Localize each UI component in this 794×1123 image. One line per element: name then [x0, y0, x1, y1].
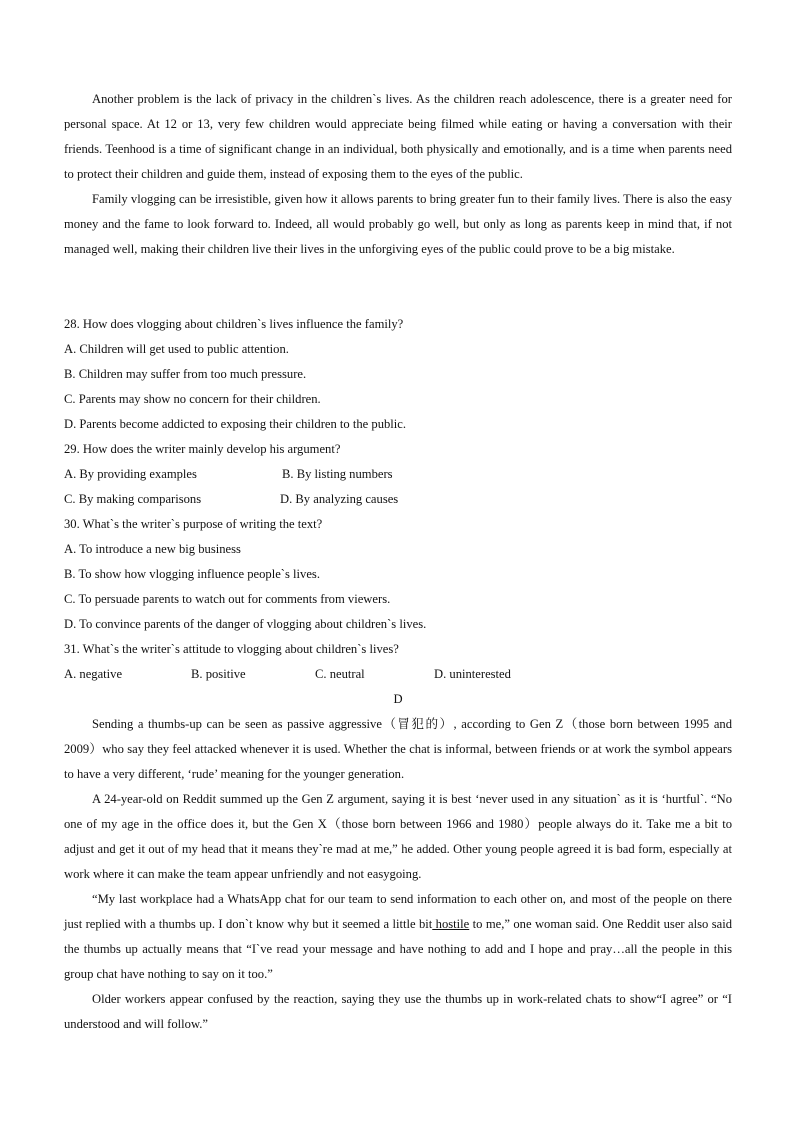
answer-option: D. To convince parents of the danger of vlogging about children`s lives.	[64, 617, 427, 631]
passage-c-paragraph: Family vlogging can be irresistible, given how it allows parents to bring greater fun to their family lives. There is also the easy money and the fame to look forward to. Indeed, all would probably go well, but only as long as parents keep in mind that, if not managed well, making their children live their lives in the unforgiving eyes of the public could prove to be a big mistake.	[64, 192, 732, 256]
passage-d-paragraph: A 24-year-old on Reddit summed up the Gen Z argument, saying it is best ‘never used in any situation` as it is ‘hurtful`. “No one of my age in the office does it, but the Gen X（those born between 1966 and 1980）people always do it. Take me a bit to adjust and get it out of my head that it means they`re mad at me,” he added. Other young people agreed it is bad form, especially at work where it can make the team appear unfriendly and not easygoing.	[64, 792, 732, 881]
answer-option: A. By providing examples	[64, 467, 197, 481]
answer-option: B. By listing numbers	[282, 467, 393, 481]
answer-option: C. neutral	[315, 667, 365, 681]
answer-option: C. To persuade parents to watch out for comments from viewers.	[64, 592, 391, 606]
answer-option: C. Parents may show no concern for their children.	[64, 392, 321, 406]
answer-option: D. By analyzing causes	[280, 492, 399, 506]
question-31	[64, 637, 732, 687]
answer-option-row	[64, 662, 732, 687]
passage-c-paragraph: Another problem is the lack of privacy in the children`s lives. As the children reach adolescence, there is a greater need for personal space. At 12 or 13, very few children would appreciate being filmed while eating or having a conversation with their friends. Teenhood is a time of significant change in an individual, both physically and emotionally, and is a time when parents need to protect their children and guide them, instead of exposing them to the eyes of the public.	[64, 92, 732, 181]
section-label: D	[393, 692, 403, 706]
question-stem: 29. How does the writer mainly develop his argument?	[64, 442, 341, 456]
question-28	[64, 312, 732, 437]
passage-d-paragraph: Sending a thumbs-up can be seen as passive aggressive（冒犯的）, according to Gen Z（those born between 1995 and 2009）who say they feel attacked whenever it is used. Whether the chat is informal, between friends or at work the symbol appears to have a very different, ‘rude’ meaning for the younger generation.	[64, 717, 732, 781]
answer-option-row	[64, 487, 732, 512]
answer-option: C. By making comparisons	[64, 492, 202, 506]
answer-option-row	[64, 462, 732, 487]
paragraph-text: “My last workplace had a WhatsApp chat for our team to send information to each other on, and most of the people on there just replied with a thumbs up. I don`t know why but it seemed a little bit	[64, 892, 732, 931]
answer-option: B. positive	[191, 667, 246, 681]
question-stem: 28. How does vlogging about children`s lives influence the family?	[64, 317, 404, 331]
answer-option: D. Parents become addicted to exposing their children to the public.	[64, 417, 407, 431]
passage-d-paragraph	[64, 887, 732, 987]
answer-option: A. To introduce a new big business	[64, 542, 241, 556]
question-stem: 30. What`s the writer`s purpose of writing the text?	[64, 517, 323, 531]
answer-option: A. Children will get used to public attention.	[64, 342, 289, 356]
question-30	[64, 512, 732, 637]
question-29	[64, 437, 732, 512]
question-list	[64, 312, 732, 687]
underlined-word: hostile	[432, 917, 470, 931]
passage-d	[64, 687, 732, 1037]
passage-d-paragraph: Older workers appear confused by the reaction, saying they use the thumbs up in work-related chats to show“I agree” or “I understood and will follow.”	[64, 992, 732, 1031]
answer-option: D. uninterested	[434, 667, 511, 681]
paragraph-text: to me,” one woman said. One Reddit user also said the thumbs up actually means that “I`ve read your message and have nothing to add and I hope and pray…all the people in this group chat have nothing to say on it too.”	[64, 917, 732, 981]
passage-c-ending	[64, 87, 732, 262]
answer-option: B. Children may suffer from too much pressure.	[64, 367, 307, 381]
answer-option: A. negative	[64, 667, 123, 681]
answer-option: B. To show how vlogging influence people`s lives.	[64, 567, 320, 581]
question-stem: 31. What`s the writer`s attitude to vlogging about children`s lives?	[64, 642, 399, 656]
